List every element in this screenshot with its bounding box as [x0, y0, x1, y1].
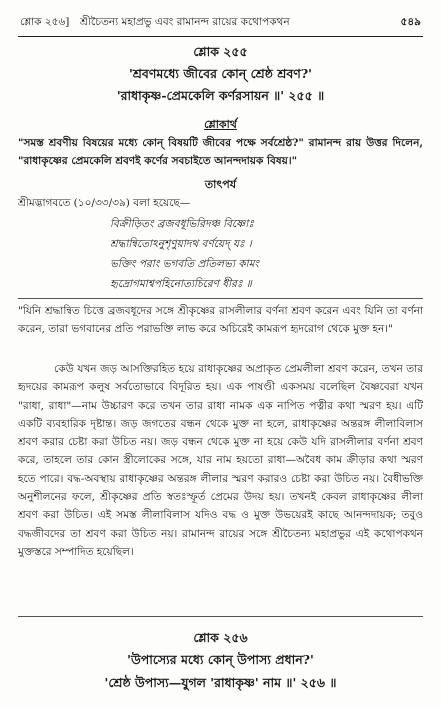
verse-255-heading: শ্লোক ২৫৫ — [193, 44, 248, 59]
sanskrit-line: হৃদ্রোগমাশ্বপহিনোত্যচিরেণ ধীরঃ ॥ — [110, 278, 252, 290]
purport-intro: শ্রীমদ্ভাগবতে (১০/৩৩/৩৯) বলা হয়েছে— — [18, 197, 191, 209]
header-title: শ্রীচৈতন্য মহাপ্রভু এবং রামানন্দ রায়ের কথোপকথন — [80, 15, 290, 28]
verse-256-heading: শ্লোক ২৫৬ — [193, 630, 248, 645]
running-header — [20, 12, 421, 34]
translation-heading: শ্লোকার্থ — [204, 118, 237, 131]
header-rule — [18, 36, 423, 37]
translated-quote: "যিনি শ্রদ্ধান্বিত চিত্তে ব্রজবধূদের সঙ্গে শ্রীকৃষ্ণের রাসলীলার বর্ণনা শ্রবণ করেন এবং যিনি তা বর্ণনা করেন, তারা ভগবানের প্রতি পরাভক্তি লাভ করে অচিরেই কামরূপ হৃদরোগ থেকে মুক্ত হন।" — [18, 305, 423, 336]
purport-body: কেউ যখন জড় আসক্তিরহিত হয়ে রাধাকৃষ্ণের অপ্রাকৃত প্রেমলীলা শ্রবণ করেন, তখন তার হৃদয়ের কামরূপ কলুষ সর্বতোভাবে বিদূরিত হয়। এক পাষণ্ডী একসময় বলেছিল বৈষ্ণবেরা যখন "রাধা, রাধা"—নাম উচ্চারণ করে তখন তার রাধা নামক এক নাপিত পত্নীর কথা স্মরণ হয়। এটি একটি ব্যবহারিক দৃষ্টান্ত। জড় জগতের বন্ধন থেকে মুক্ত না হলে, রাধাকৃষ্ণের অন্তরঙ্গ লীলাবিলাস শ্রবণ করার চেষ্টা করা উচিত নয়। জড় বন্ধন থেকে মুক্ত না হয়ে কেউ যদি রাসলীলার বর্ণনা শ্রবণ করে, তাহলে তার কোন স্ত্রীলোকের সঙ্গে, যার নাম হয়তো রাধা—অবৈধ কাম ক্রীড়ার কথা স্মরণ হতে পারে। বদ্ধ-অবস্থায় রাধাকৃষ্ণের অন্তরঙ্গ লীলার স্মরণ করারও চেষ্টা করা উচিত নয়। বৈধীভক্তি অনুশীলনের ফলে, শ্রীকৃষ্ণের প্রতি স্বতঃস্ফূর্ত প্রেমের উদয় হয়। তখনই কেবল রাধাকৃষ্ণের লীলা শ্রবণ করা উচিত। এই সমস্ত লীলাবিলাস যদিও বদ্ধ ও মুক্ত উভয়েরই কাছে আনন্দদায়ক; তবুও বদ্ধজীবদের তা শ্রবণ করা উচিত নয়। রামানন্দ রায়ের সঙ্গে শ্রীচৈতন্য মহাপ্রভুর এই কথোপকথন মুক্তস্তরে সম্পাদিত হয়েছিল। — [18, 363, 423, 558]
translation-text: "সমস্ত শ্রবণীয় বিষয়ের মধ্যে কোন্ বিষয়টি জীবের পক্ষে সর্বশ্রেষ্ঠ?" রামানন্দ রায় উত্তর দিলেন, "রাধাকৃষ্ণের প্রেমকেলি শ্রবণই কর্ণের সবচাইতে আনন্দদায়ক বিষয়।" — [18, 137, 423, 168]
sanskrit-line: ভক্তিং পরাং ভগবতি প্রতিলভ্য কামং — [110, 258, 259, 270]
verse-256-line-2: 'শ্রেষ্ঠ উপাস্য—যুগল 'রাধাকৃষ্ণ' নাম ॥' ২৫৬ ॥ — [104, 675, 337, 690]
purport-heading: তাৎপর্য — [204, 178, 237, 191]
sanskrit-line: শ্রদ্ধান্বিতোঽনুশৃণুয়াদথ বর্ণয়েদ্ যঃ । — [110, 238, 252, 250]
page-number: ৫৪৯ — [400, 15, 421, 28]
sanskrit-verse — [110, 214, 259, 294]
quote-top-rule — [18, 298, 423, 299]
verse-256-line-1: 'উপাস্যের মধ্যে কোন্ উপাস্য প্রধান?' — [127, 652, 314, 667]
verse-255-line-1: 'শ্রবণমধ্যে জীবের কোন্ শ্রেষ্ঠ শ্রবণ?' — [128, 66, 312, 81]
purport-bottom-rule — [18, 616, 423, 617]
verse-255-line-2: 'রাধাকৃষ্ণ-প্রেমকেলি কর্ণরসায়ন ॥' ২৫৫ ॥ — [116, 88, 325, 103]
sanskrit-line: বিক্রীড়িতং ব্রজবধূভিরিদঞ্চ বিষ্ণোঃ — [110, 218, 254, 230]
header-verse-ref: শ্লোক ২৫৬] — [20, 15, 70, 28]
